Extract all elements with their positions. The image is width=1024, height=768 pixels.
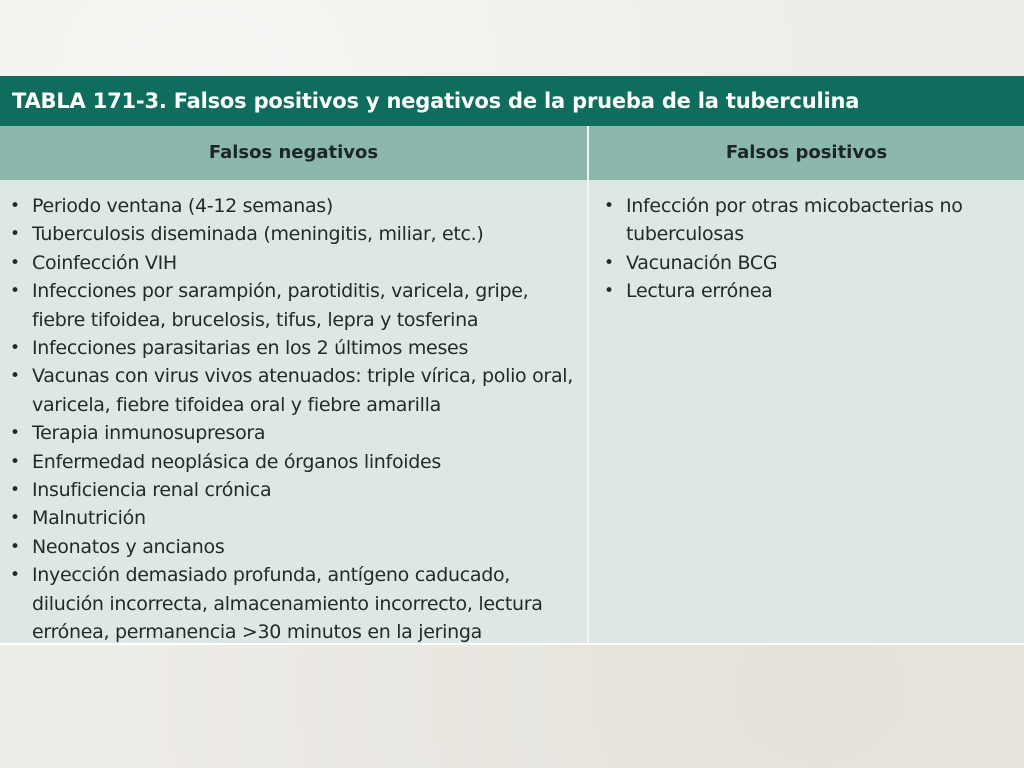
list-item <box>8 192 583 220</box>
list-item <box>8 334 583 362</box>
bullet-icon: • <box>10 536 20 557</box>
list-item-text: Insuficiencia renal crónica <box>32 479 272 502</box>
bullet-icon: • <box>10 565 20 586</box>
list-item-text: Vacunación BCG <box>626 251 778 274</box>
list-item <box>8 476 583 504</box>
list-item <box>602 192 1020 249</box>
bullet-icon: • <box>10 508 20 529</box>
header-false-positives: Falsos positivos <box>725 142 888 163</box>
bullet-icon: • <box>10 224 20 245</box>
list-item-text: Lectura errónea <box>626 280 773 303</box>
list-item <box>8 249 583 277</box>
list-item <box>8 419 583 447</box>
bullet-icon: • <box>604 252 614 273</box>
tuberculin-table <box>0 76 1024 643</box>
column-divider <box>587 180 589 643</box>
list-item <box>8 533 583 561</box>
table-bottom-edge <box>0 643 1024 645</box>
list-item <box>8 561 583 646</box>
false-negatives-cell <box>8 192 583 647</box>
list-item-text: Neonatos y ancianos <box>32 535 225 558</box>
list-item-text: Infecciones por sarampión, parotiditis, varicela, gripe, fiebre tifoidea, brucelosis, tifus, lepra y tosferina <box>32 280 529 331</box>
bullet-icon: • <box>10 451 20 472</box>
bullet-icon: • <box>604 281 614 302</box>
false-positives-list <box>602 192 1020 306</box>
bullet-icon: • <box>10 480 20 501</box>
header-false-negatives: Falsos negativos <box>208 142 379 163</box>
list-item-text: Terapia inmunosupresora <box>32 422 266 445</box>
false-negatives-list <box>8 192 583 647</box>
list-item <box>8 277 583 334</box>
list-item <box>8 220 583 248</box>
list-item-text: Enfermedad neoplásica de órganos linfoides <box>32 450 441 473</box>
list-item-text: Malnutrición <box>32 507 146 530</box>
bullet-icon: • <box>10 366 20 387</box>
list-item-text: Periodo ventana (4-12 semanas) <box>32 195 334 217</box>
table-header-row <box>0 126 1024 180</box>
list-item <box>8 448 583 476</box>
bullet-icon: • <box>10 281 20 302</box>
list-item-text: Vacunas con virus vivos atenuados: triple vírica, polio oral, varicela, fiebre tifoidea oral y fiebre amarilla <box>32 365 574 416</box>
list-item-text: Inyección demasiado profunda, antígeno caducado, dilución incorrecta, almacenamiento incorrecto, lectura errónea, permanencia >30 minutos en la jeringa <box>32 564 543 644</box>
bullet-icon: • <box>604 196 614 216</box>
bullet-icon: • <box>10 338 20 359</box>
list-item <box>8 504 583 532</box>
bullet-icon: • <box>10 423 20 444</box>
list-item-text: Coinfección VIH <box>32 251 177 274</box>
list-item-text: Tuberculosis diseminada (meningitis, miliar, etc.) <box>32 223 484 246</box>
false-positives-cell <box>602 192 1020 306</box>
list-item-text: Infección por otras micobacterias no tuberculosas <box>626 195 963 246</box>
table-body-row <box>0 180 1024 643</box>
list-item <box>8 362 583 419</box>
table-title: TABLA 171-3. Falsos positivos y negativos de la prueba de la tuberculina <box>0 76 1024 126</box>
list-item-text: Infecciones parasitarias en los 2 últimos meses <box>32 337 469 360</box>
list-item <box>602 249 1020 277</box>
list-item <box>602 277 1020 305</box>
bullet-icon: • <box>10 252 20 273</box>
bullet-icon: • <box>10 196 20 216</box>
